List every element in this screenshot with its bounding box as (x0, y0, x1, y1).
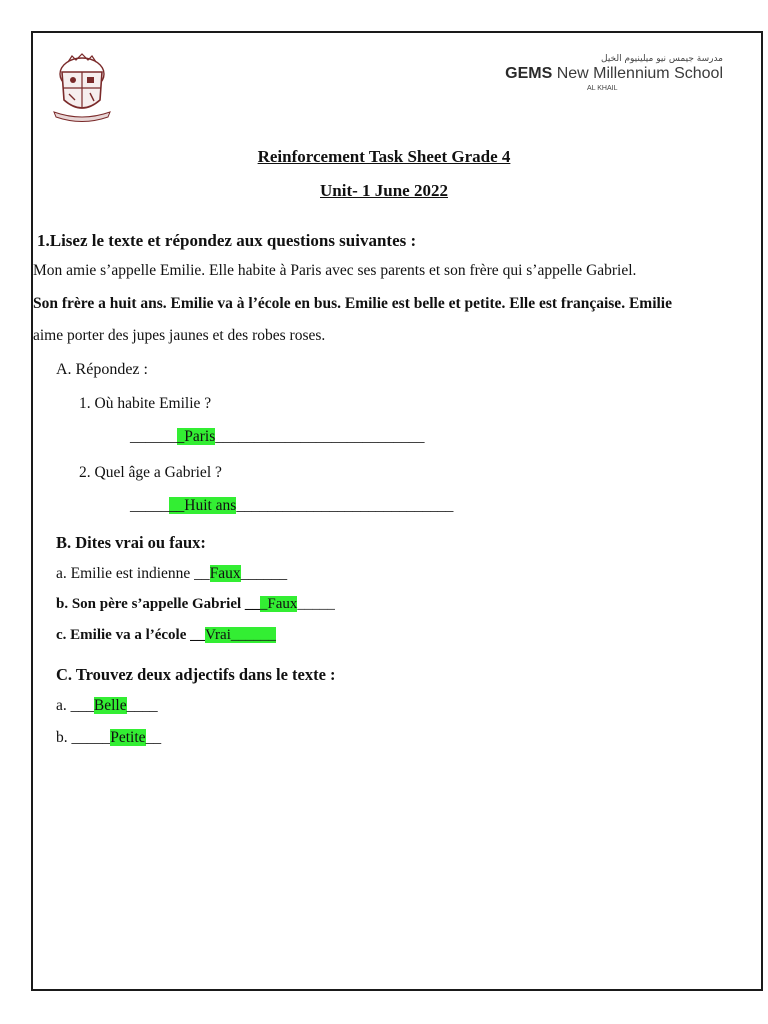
passage-line-2: Son frère a huit ans. Emilie va à l’école en bus. Emilie est belle et petite. Elle est française. Emilie (33, 294, 672, 312)
section-a-question-2: 2. Quel âge a Gabriel ? (79, 464, 222, 481)
school-name-text: New Millennium School (556, 65, 723, 82)
school-brand: GEMS (505, 65, 553, 82)
answer-2-highlight: __Huit ans (168, 497, 237, 514)
adjective-a-highlight: Belle (93, 697, 127, 714)
school-name (505, 65, 723, 83)
item-c-text: c. Emilie va a l’école __ (56, 627, 206, 643)
section-c-item-a (56, 697, 158, 715)
item-a-text: a. Emilie est indienne __ (56, 565, 210, 582)
section-a-question-1: 1. Où habite Emilie ? (79, 395, 212, 412)
section-b-heading: B. Dites vrai ou faux: (56, 533, 206, 552)
item-b-highlight: _Faux (259, 596, 298, 612)
page-title: Reinforcement Task Sheet Grade 4 (257, 147, 511, 166)
question1-heading: 1.Lisez le texte et répondez aux questions suivantes : (37, 231, 417, 250)
passage-line-1: Mon amie s’appelle Emilie. Elle habite à Paris avec ses parents et son frère qui s’appelle Gabriel. (33, 262, 637, 279)
answer-2-blank-pre: _____ (130, 497, 169, 514)
answer-1-blank-post: ___________________________ (215, 428, 425, 445)
page-subtitle: Unit- 1 June 2022 (320, 181, 448, 200)
school-name-block (505, 54, 723, 92)
adjective-a-blank-pre: a. ___ (56, 697, 94, 714)
item-a-highlight: Faux (209, 565, 241, 582)
item-c-highlight: Vrai______ (205, 627, 276, 643)
adjective-b-blank-post: __ (145, 729, 162, 746)
item-b-text: b. Son père s’appelle Gabriel __ (56, 596, 260, 612)
answer-1-blank-pre: ______ (130, 428, 177, 445)
section-a-answer-1 (130, 428, 425, 446)
adjective-b-highlight: Petite (110, 729, 146, 746)
section-b-item-c (56, 627, 276, 644)
school-name-arabic: مدرسة جيمس نيو ميلينيوم الخيل (601, 54, 723, 64)
passage-line-3: aime porter des jupes jaunes et des robes roses. (33, 327, 326, 344)
section-b-item-a (56, 565, 287, 583)
adjective-b-blank-pre: b. _____ (56, 729, 111, 746)
school-crest-logo (50, 50, 114, 122)
reading-passage (33, 260, 733, 358)
section-c-heading: C. Trouvez deux adjectifs dans le texte : (56, 665, 336, 684)
section-c-item-b (56, 729, 161, 747)
section-a-heading: A. Répondez : (56, 361, 148, 378)
answer-1-highlight: _Paris (176, 428, 216, 445)
section-a-answer-2 (130, 497, 453, 515)
section-b-item-b (56, 596, 335, 613)
item-b-blank: _____ (297, 596, 335, 612)
answer-2-blank-post: ____________________________ (236, 497, 454, 514)
item-a-blank: ______ (240, 565, 288, 582)
school-campus: AL KHAIL (587, 85, 618, 92)
adjective-a-blank-post: ____ (126, 697, 158, 714)
